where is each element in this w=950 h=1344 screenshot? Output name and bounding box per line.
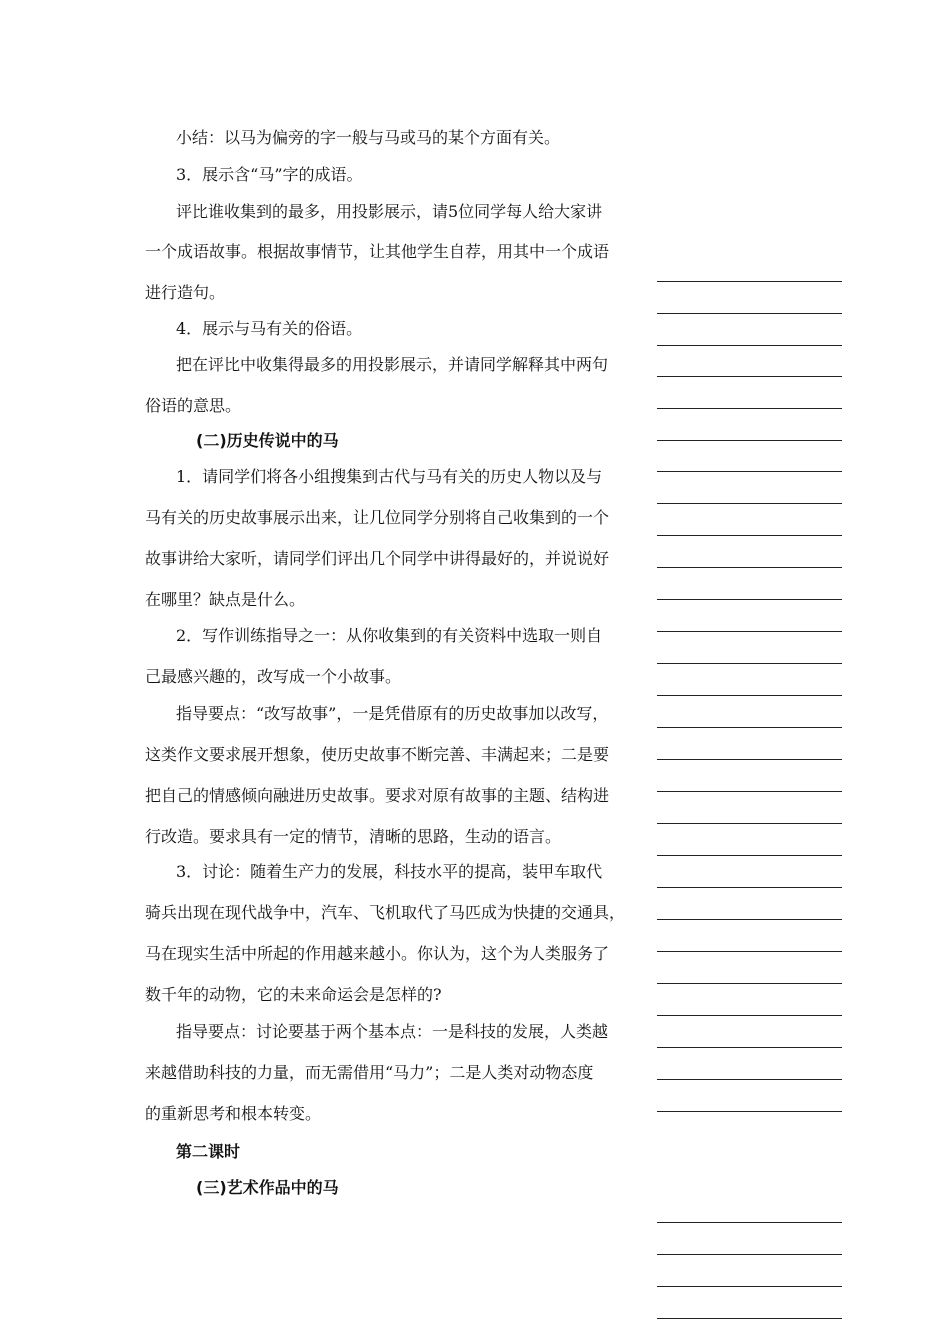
paragraph-line: 来越借助科技的力量，而无需借用“马力”；二是人类对动物态度 <box>145 1063 594 1082</box>
paragraph-line: 俗语的意思。 <box>145 396 242 415</box>
section-heading: (三)艺术作品中的马 <box>196 1178 339 1197</box>
note-writing-line <box>657 1015 842 1016</box>
note-writing-line <box>657 1254 842 1255</box>
note-writing-line <box>657 535 842 536</box>
paragraph-line: 3．讨论：随着生产力的发展，科技水平的提高，装甲车取代 <box>176 862 603 881</box>
note-writing-line <box>657 631 842 632</box>
paragraph-line: 评比谁收集到的最多，用投影展示，请5位同学每人给大家讲 <box>176 202 603 221</box>
note-writing-line <box>657 983 842 984</box>
paragraph-line: 小结：以马为偏旁的字一般与马或马的某个方面有关。 <box>176 128 561 147</box>
paragraph-line: 指导要点：“改写故事”，一是凭借原有的历史故事加以改写， <box>176 704 609 723</box>
paragraph-line: 指导要点：讨论要基于两个基本点：一是科技的发展，人类越 <box>176 1022 609 1041</box>
note-writing-line <box>657 281 842 282</box>
note-writing-line <box>657 408 842 409</box>
section-heading: (二)历史传说中的马 <box>196 431 339 450</box>
paragraph-line: 数千年的动物，它的未来命运会是怎样的? <box>145 985 442 1004</box>
paragraph-line: 故事讲给大家听，请同学们评出几个同学中讲得最好的，并说说好 <box>145 549 610 568</box>
paragraph-line: 在哪里？缺点是什么。 <box>145 590 306 609</box>
note-writing-line <box>657 791 842 792</box>
paragraph-line: 己最感兴趣的，改写成一个小故事。 <box>145 667 402 686</box>
paragraph-line: 马在现实生活中所起的作用越来越小。你认为，这个为人类服务了 <box>145 944 610 963</box>
note-writing-line <box>657 599 842 600</box>
note-writing-line <box>657 503 842 504</box>
note-writing-line <box>657 1111 842 1112</box>
note-writing-line <box>657 567 842 568</box>
note-writing-line <box>657 695 842 696</box>
paragraph-line: 1．请同学们将各小组搜集到古代与马有关的历史人物以及与 <box>176 467 603 486</box>
note-writing-line <box>657 951 842 952</box>
note-writing-line <box>657 759 842 760</box>
paragraph-line: 这类作文要求展开想象，使历史故事不断完善、丰满起来；二是要 <box>145 745 610 764</box>
paragraph-line: 进行造句。 <box>145 283 226 302</box>
note-writing-line <box>657 345 842 346</box>
note-writing-line <box>657 663 842 664</box>
paragraph-line: 马有关的历史故事展示出来，让几位同学分别将自己收集到的一个 <box>145 508 610 527</box>
paragraph-line: 一个成语故事。根据故事情节，让其他学生自荐，用其中一个成语 <box>145 242 610 261</box>
note-writing-line <box>657 1047 842 1048</box>
paragraph-line: 3．展示含“马”字的成语。 <box>176 165 363 184</box>
note-writing-line <box>657 376 842 377</box>
paragraph-line: 2．写作训练指导之一：从你收集到的有关资料中选取一则自 <box>176 626 603 645</box>
note-writing-line <box>657 823 842 824</box>
section-heading: 第二课时 <box>176 1142 241 1161</box>
note-writing-line <box>657 1222 842 1223</box>
paragraph-line: 骑兵出现在现代战争中，汽车、飞机取代了马匹成为快捷的交通具， <box>145 903 626 922</box>
note-writing-line <box>657 919 842 920</box>
paragraph-line: 把自己的情感倾向融进历史故事。要求对原有故事的主题、结构进 <box>145 786 610 805</box>
note-writing-line <box>657 727 842 728</box>
note-writing-line <box>657 440 842 441</box>
paragraph-line: 把在评比中收集得最多的用投影展示，并请同学解释其中两句 <box>176 355 609 374</box>
paragraph-line: 4．展示与马有关的俗语。 <box>176 319 363 338</box>
note-writing-line <box>657 313 842 314</box>
note-writing-line <box>657 1286 842 1287</box>
note-writing-line <box>657 1079 842 1080</box>
note-writing-line <box>657 887 842 888</box>
paragraph-line: 行改造。要求具有一定的情节，清晰的思路，生动的语言。 <box>145 827 562 846</box>
note-writing-line <box>657 471 842 472</box>
paragraph-line: 的重新思考和根本转变。 <box>145 1104 322 1123</box>
note-writing-line <box>657 855 842 856</box>
note-writing-line <box>657 1318 842 1319</box>
